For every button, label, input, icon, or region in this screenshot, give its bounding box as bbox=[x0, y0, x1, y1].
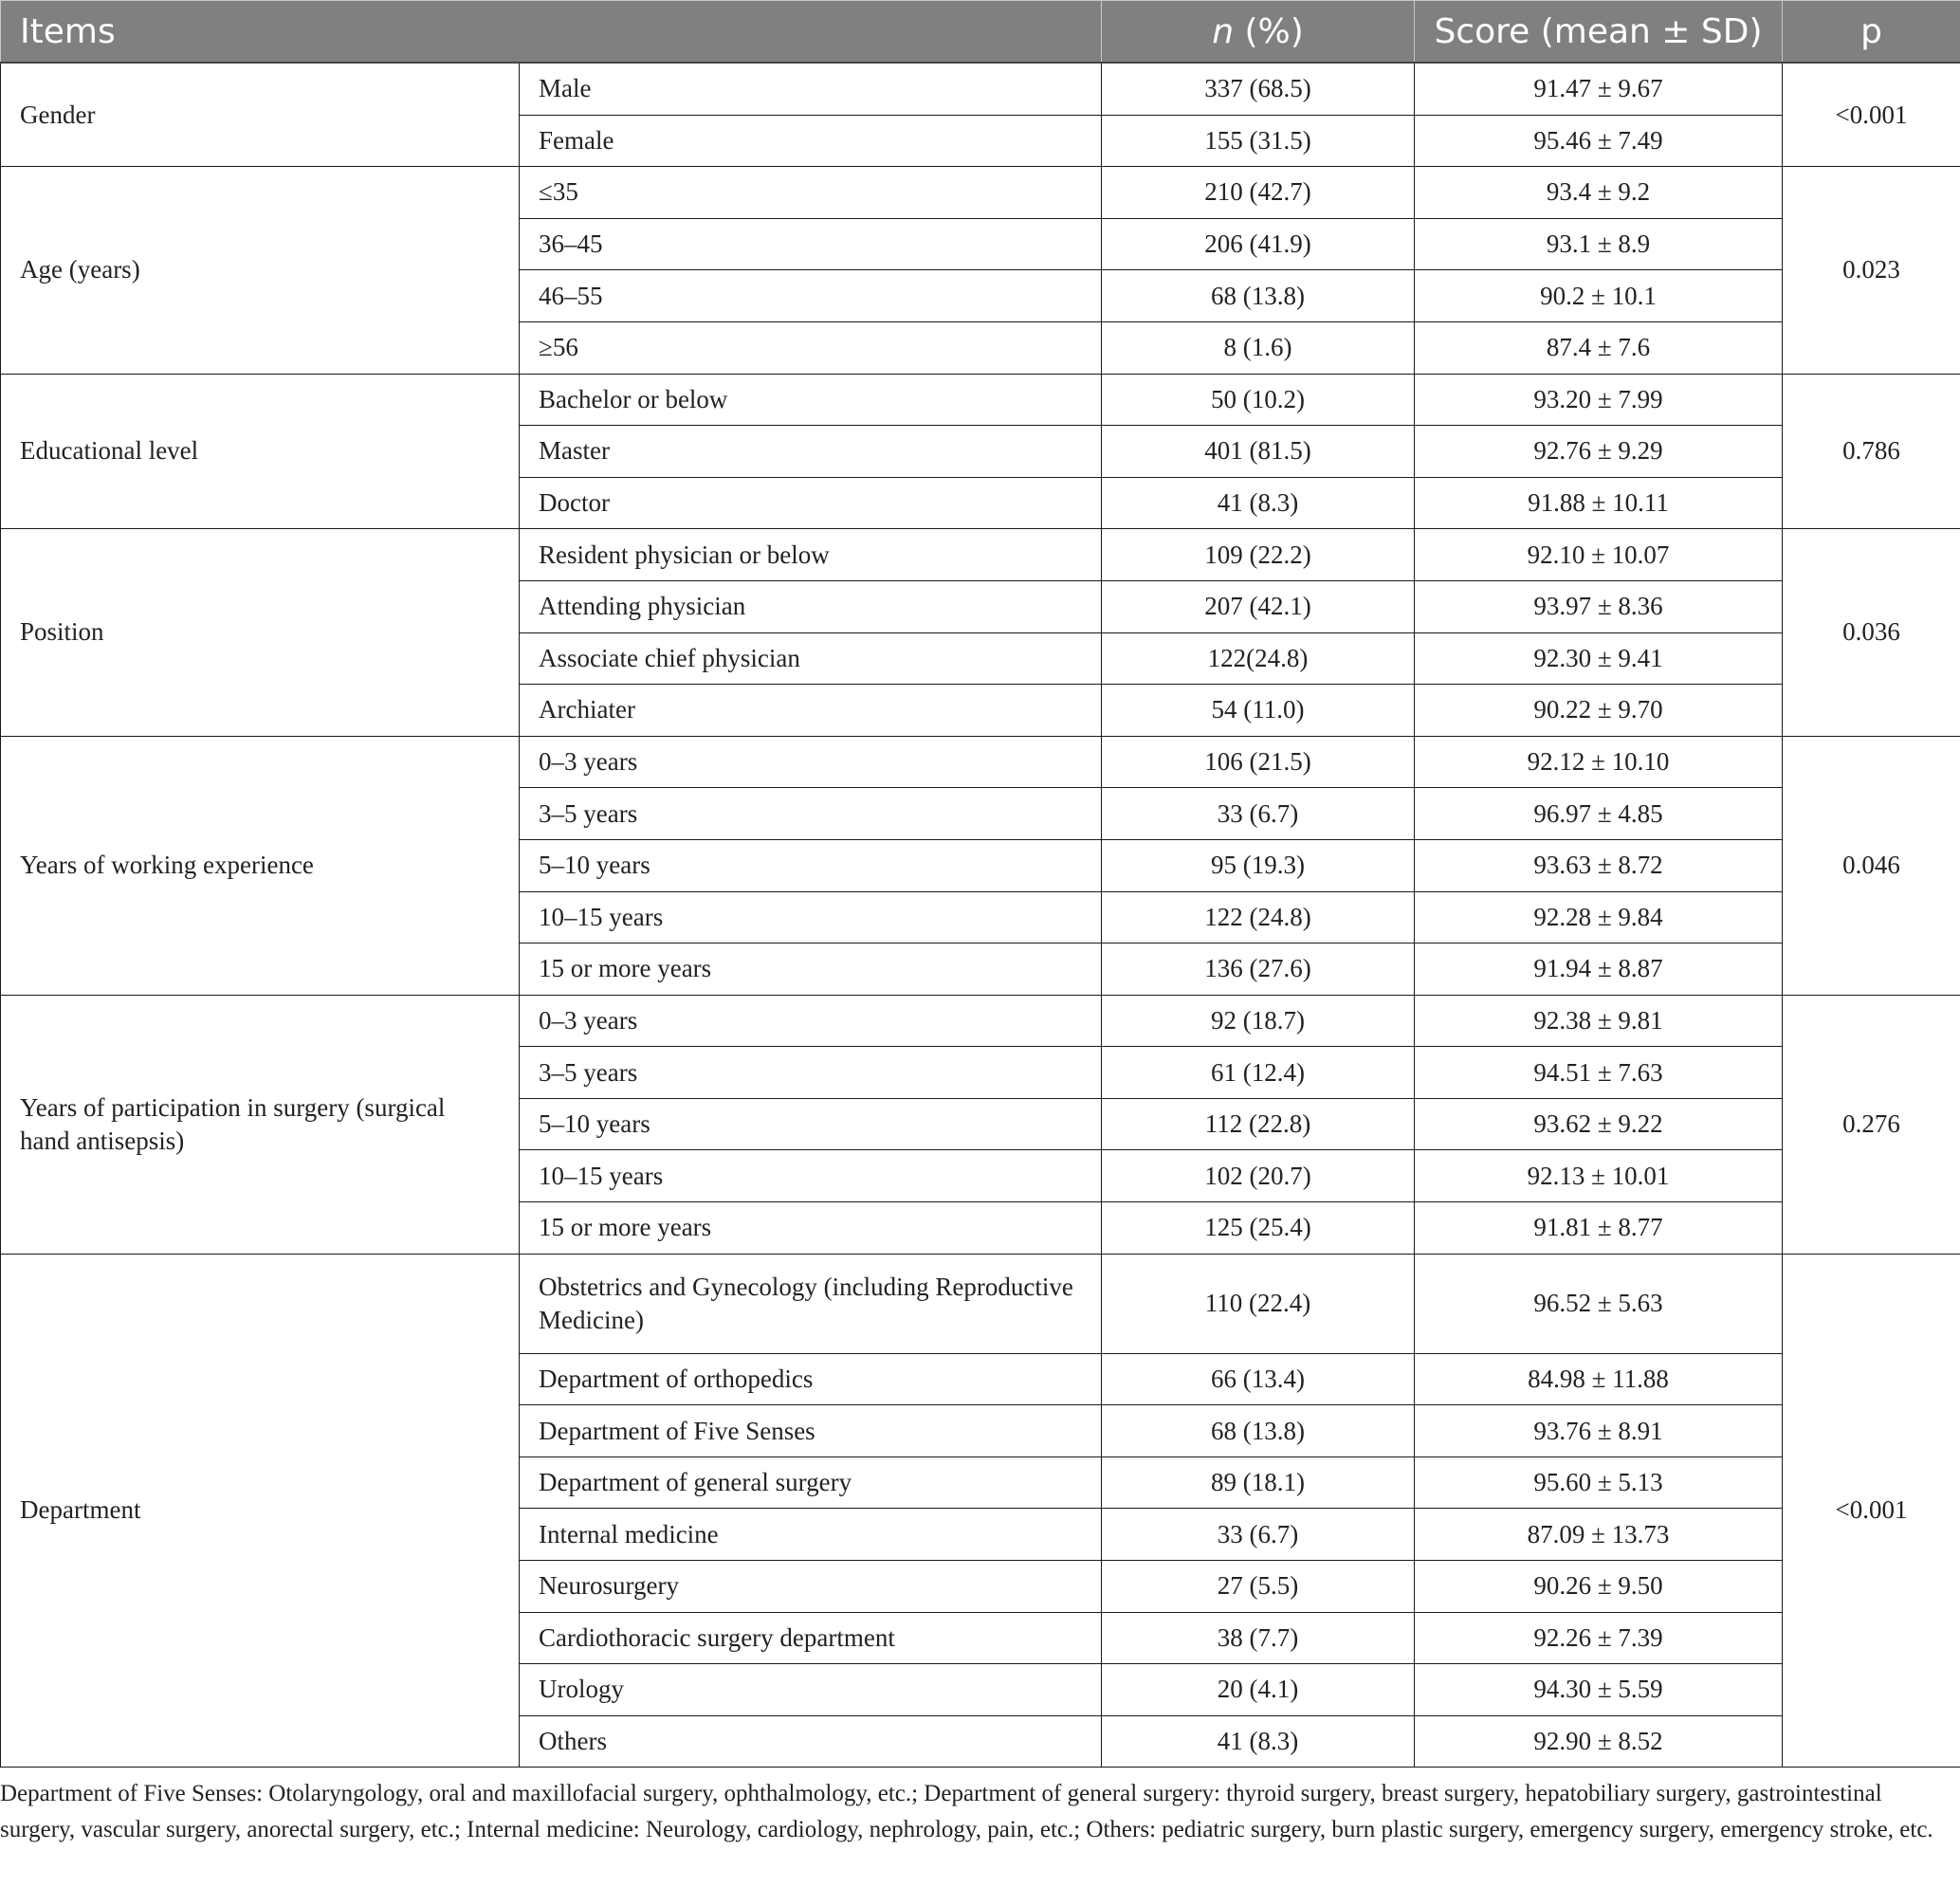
n-percent-cell: 155 (31.5) bbox=[1102, 115, 1415, 167]
n-percent-cell: 122 (24.8) bbox=[1102, 891, 1415, 944]
score-cell: 92.30 ± 9.41 bbox=[1415, 632, 1783, 685]
n-percent-cell: 54 (11.0) bbox=[1102, 685, 1415, 737]
n-percent-cell: 102 (20.7) bbox=[1102, 1150, 1415, 1202]
table-header bbox=[1, 1, 1960, 64]
n-percent-cell: 401 (81.5) bbox=[1102, 426, 1415, 478]
group-label: Years of working experience bbox=[1, 736, 520, 995]
header-p: p bbox=[1783, 1, 1960, 64]
score-cell: 92.13 ± 10.01 bbox=[1415, 1150, 1783, 1202]
subcategory-cell: Male bbox=[520, 63, 1102, 115]
score-cell: 90.22 ± 9.70 bbox=[1415, 685, 1783, 737]
n-percent-cell: 89 (18.1) bbox=[1102, 1456, 1415, 1509]
subcategory-cell: Associate chief physician bbox=[520, 632, 1102, 685]
n-percent-cell: 41 (8.3) bbox=[1102, 477, 1415, 529]
n-percent-cell: 125 (25.4) bbox=[1102, 1202, 1415, 1255]
p-value-cell: 0.023 bbox=[1783, 167, 1960, 374]
header-n-percent bbox=[1102, 1, 1415, 64]
group-label: Age (years) bbox=[1, 167, 520, 374]
subcategory-cell: Female bbox=[520, 115, 1102, 167]
subcategory-cell: Cardiothoracic surgery department bbox=[520, 1612, 1102, 1664]
n-percent-cell: 122(24.8) bbox=[1102, 632, 1415, 685]
subcategory-cell: Department of general surgery bbox=[520, 1456, 1102, 1509]
table-row bbox=[1, 374, 1960, 426]
subcategory-cell: Master bbox=[520, 426, 1102, 478]
score-cell: 87.09 ± 13.73 bbox=[1415, 1509, 1783, 1561]
score-cell: 96.97 ± 4.85 bbox=[1415, 788, 1783, 840]
n-percent-cell: 8 (1.6) bbox=[1102, 321, 1415, 374]
subcategory-cell: ≤35 bbox=[520, 167, 1102, 219]
n-percent-cell: 206 (41.9) bbox=[1102, 218, 1415, 270]
header-n-italic: n bbox=[1212, 11, 1235, 51]
score-cell: 90.26 ± 9.50 bbox=[1415, 1561, 1783, 1613]
score-cell: 96.52 ± 5.63 bbox=[1415, 1254, 1783, 1353]
subcategory-cell: Archiater bbox=[520, 685, 1102, 737]
group-label: Position bbox=[1, 529, 520, 736]
score-cell: 91.88 ± 10.11 bbox=[1415, 477, 1783, 529]
n-percent-cell: 106 (21.5) bbox=[1102, 736, 1415, 788]
score-cell: 93.76 ± 8.91 bbox=[1415, 1405, 1783, 1457]
n-percent-cell: 337 (68.5) bbox=[1102, 63, 1415, 115]
n-percent-cell: 109 (22.2) bbox=[1102, 529, 1415, 581]
score-cell: 93.97 ± 8.36 bbox=[1415, 580, 1783, 632]
group-label: Educational level bbox=[1, 374, 520, 529]
score-cell: 93.4 ± 9.2 bbox=[1415, 167, 1783, 219]
score-cell: 91.81 ± 8.77 bbox=[1415, 1202, 1783, 1255]
table-row bbox=[1, 1254, 1960, 1353]
p-value-cell: 0.276 bbox=[1783, 995, 1960, 1254]
n-percent-cell: 50 (10.2) bbox=[1102, 374, 1415, 426]
score-cell: 92.26 ± 7.39 bbox=[1415, 1612, 1783, 1664]
subcategory-cell: 5–10 years bbox=[520, 839, 1102, 891]
score-cell: 95.60 ± 5.13 bbox=[1415, 1456, 1783, 1509]
score-cell: 92.90 ± 8.52 bbox=[1415, 1715, 1783, 1768]
p-value-cell: <0.001 bbox=[1783, 63, 1960, 167]
subcategory-cell: Obstetrics and Gynecology (including Reproductive Medicine) bbox=[520, 1254, 1102, 1353]
score-cell: 87.4 ± 7.6 bbox=[1415, 321, 1783, 374]
subcategory-cell: 0–3 years bbox=[520, 995, 1102, 1047]
n-percent-cell: 207 (42.1) bbox=[1102, 580, 1415, 632]
header-row bbox=[1, 1, 1960, 64]
subcategory-cell: Department of Five Senses bbox=[520, 1405, 1102, 1457]
p-value-cell: 0.786 bbox=[1783, 374, 1960, 529]
n-percent-cell: 20 (4.1) bbox=[1102, 1664, 1415, 1716]
subcategory-cell: 46–55 bbox=[520, 270, 1102, 322]
n-percent-cell: 68 (13.8) bbox=[1102, 1405, 1415, 1457]
header-items: Items bbox=[1, 1, 1102, 64]
subcategory-cell: Internal medicine bbox=[520, 1509, 1102, 1561]
table-row bbox=[1, 736, 1960, 788]
score-cell: 84.98 ± 11.88 bbox=[1415, 1353, 1783, 1405]
n-percent-cell: 210 (42.7) bbox=[1102, 167, 1415, 219]
group-label: Gender bbox=[1, 63, 520, 167]
subcategory-cell: 15 or more years bbox=[520, 1202, 1102, 1255]
header-n-rest: (%) bbox=[1234, 11, 1304, 51]
subcategory-cell: 5–10 years bbox=[520, 1098, 1102, 1150]
p-value-cell: 0.036 bbox=[1783, 529, 1960, 736]
subcategory-cell: ≥56 bbox=[520, 321, 1102, 374]
header-score: Score (mean ± SD) bbox=[1415, 1, 1783, 64]
n-percent-cell: 41 (8.3) bbox=[1102, 1715, 1415, 1768]
n-percent-cell: 68 (13.8) bbox=[1102, 270, 1415, 322]
score-cell: 92.28 ± 9.84 bbox=[1415, 891, 1783, 944]
table-row bbox=[1, 167, 1960, 219]
group-label: Department bbox=[1, 1254, 520, 1768]
subcategory-cell: Urology bbox=[520, 1664, 1102, 1716]
subcategory-cell: Doctor bbox=[520, 477, 1102, 529]
subcategory-cell: 15 or more years bbox=[520, 944, 1102, 996]
subcategory-cell: 36–45 bbox=[520, 218, 1102, 270]
score-cell: 92.10 ± 10.07 bbox=[1415, 529, 1783, 581]
score-cell: 93.63 ± 8.72 bbox=[1415, 839, 1783, 891]
n-percent-cell: 61 (12.4) bbox=[1102, 1047, 1415, 1099]
subcategory-cell: 3–5 years bbox=[520, 788, 1102, 840]
n-percent-cell: 112 (22.8) bbox=[1102, 1098, 1415, 1150]
n-percent-cell: 33 (6.7) bbox=[1102, 1509, 1415, 1561]
table-body bbox=[1, 63, 1960, 1768]
score-cell: 93.1 ± 8.9 bbox=[1415, 218, 1783, 270]
score-cell: 91.94 ± 8.87 bbox=[1415, 944, 1783, 996]
subcategory-cell: Resident physician or below bbox=[520, 529, 1102, 581]
score-cell: 91.47 ± 9.67 bbox=[1415, 63, 1783, 115]
subcategory-cell: Bachelor or below bbox=[520, 374, 1102, 426]
table-footnote: Department of Five Senses: Otolaryngology, oral and maxillofacial surgery, ophthalmology, etc.; Department of general surgery: thyroid surgery, breast surgery, hepatobiliary surgery, gastrointestinal surgery, vascular surgery, anorectal surgery, etc.; Internal medicine: Neurology, cardiology, nephrology, pain, etc.; Others: pediatric surgery, burn plastic surgery, emergency surgery, emergency stroke, etc. bbox=[0, 1781, 1933, 1842]
subcategory-cell: 10–15 years bbox=[520, 891, 1102, 944]
n-percent-cell: 110 (22.4) bbox=[1102, 1254, 1415, 1353]
subcategory-cell: Neurosurgery bbox=[520, 1561, 1102, 1613]
n-percent-cell: 27 (5.5) bbox=[1102, 1561, 1415, 1613]
score-cell: 92.76 ± 9.29 bbox=[1415, 426, 1783, 478]
score-cell: 90.2 ± 10.1 bbox=[1415, 270, 1783, 322]
n-percent-cell: 66 (13.4) bbox=[1102, 1353, 1415, 1405]
n-percent-cell: 136 (27.6) bbox=[1102, 944, 1415, 996]
subcategory-cell: Department of orthopedics bbox=[520, 1353, 1102, 1405]
subcategory-cell: 10–15 years bbox=[520, 1150, 1102, 1202]
score-cell: 94.51 ± 7.63 bbox=[1415, 1047, 1783, 1099]
group-label: Years of participation in surgery (surgical hand antisepsis) bbox=[1, 995, 520, 1254]
score-cell: 92.12 ± 10.10 bbox=[1415, 736, 1783, 788]
table-row bbox=[1, 529, 1960, 581]
p-value-cell: 0.046 bbox=[1783, 736, 1960, 995]
subcategory-cell: 0–3 years bbox=[520, 736, 1102, 788]
score-cell: 93.62 ± 9.22 bbox=[1415, 1098, 1783, 1150]
n-percent-cell: 33 (6.7) bbox=[1102, 788, 1415, 840]
n-percent-cell: 92 (18.7) bbox=[1102, 995, 1415, 1047]
score-cell: 94.30 ± 5.59 bbox=[1415, 1664, 1783, 1716]
table-row bbox=[1, 63, 1960, 115]
subcategory-cell: Attending physician bbox=[520, 580, 1102, 632]
n-percent-cell: 95 (19.3) bbox=[1102, 839, 1415, 891]
table-row bbox=[1, 995, 1960, 1047]
score-cell: 93.20 ± 7.99 bbox=[1415, 374, 1783, 426]
score-cell: 95.46 ± 7.49 bbox=[1415, 115, 1783, 167]
n-percent-cell: 38 (7.7) bbox=[1102, 1612, 1415, 1664]
subcategory-cell: 3–5 years bbox=[520, 1047, 1102, 1099]
p-value-cell: <0.001 bbox=[1783, 1254, 1960, 1768]
subcategory-cell: Others bbox=[520, 1715, 1102, 1768]
score-cell: 92.38 ± 9.81 bbox=[1415, 995, 1783, 1047]
